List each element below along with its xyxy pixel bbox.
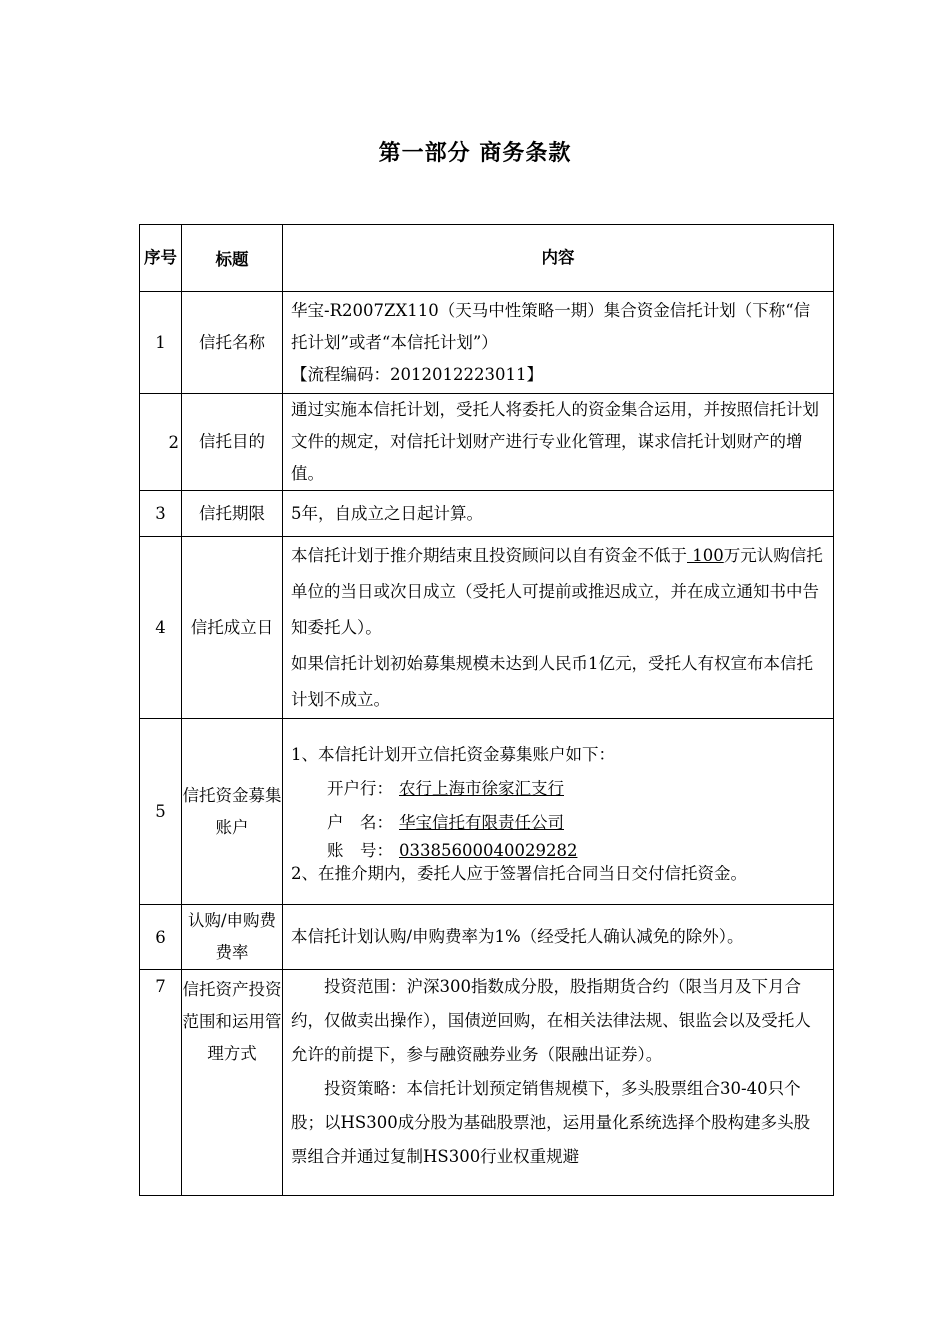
account-bank-line xyxy=(291,772,825,806)
header-content: 内容 xyxy=(283,225,834,292)
content-line: 华宝-R2007ZX110（天马中性策略一期）集合资金信托计划（下称“信托计划”或者“本信托计划”） xyxy=(291,300,811,352)
row-content xyxy=(283,292,834,394)
row-heading: 信托资产投资范围和运用管理方式 xyxy=(182,970,283,1196)
table-row xyxy=(140,719,834,905)
account-name-label: 户 名： xyxy=(327,812,393,832)
account-number-value: 03385600040029282 xyxy=(399,840,578,860)
header-no: 序号 xyxy=(140,225,182,292)
content-line: 本信托计划认购/申购费率为1%（经受托人确认减免的除外）。 xyxy=(291,927,744,946)
content-line: 1、本信托计划开立信托资金募集账户如下： xyxy=(291,744,615,764)
table-row xyxy=(140,394,834,491)
content-line: 【流程编码：2012012223011】 xyxy=(291,364,543,384)
row-heading: 认购/申购费费率 xyxy=(182,905,283,970)
header-heading: 标题 xyxy=(182,225,283,292)
table-header-row xyxy=(140,225,834,292)
row-content xyxy=(283,905,834,970)
row-content xyxy=(283,970,834,1196)
account-name-line xyxy=(291,806,825,840)
row-heading: 信托名称 xyxy=(182,292,283,394)
row-content xyxy=(283,491,834,537)
content-line: 2、在推介期内，委托人应于签署信托合同当日交付信托资金。 xyxy=(291,863,747,883)
section-title: 第一部分 商务条款 xyxy=(378,141,572,166)
table-row xyxy=(140,537,834,719)
content-line: 通过实施本信托计划，受托人将委托人的资金集合运用，并按照信托计划文件的规定，对信托计划财产进行专业化管理，谋求信托计划财产的增值。 xyxy=(291,400,819,483)
row-number: 6 xyxy=(140,905,182,970)
account-name-value: 华宝信托有限责任公司 xyxy=(399,812,564,832)
content-line: 5年，自成立之日起计算。 xyxy=(291,503,483,523)
row-number: 7 xyxy=(140,970,182,1196)
row-heading: 信托目的 xyxy=(182,394,283,491)
row-heading: 信托期限 xyxy=(182,491,283,537)
content-text: 本信托计划于推介期结束且投资顾问以自有资金不低于 xyxy=(291,545,687,565)
content-paragraph: 投资范围：沪深300指数成分股，股指期货合约（限当月及下月合约，仅做卖出操作），国债逆回购，在相关法律法规、银监会以及受托人允许的前提下，参与融资融券业务（限融出证券）。 xyxy=(291,977,811,1064)
row-number: 5 xyxy=(140,719,182,905)
account-number-line xyxy=(291,840,825,862)
table-row xyxy=(140,491,834,537)
row-content xyxy=(283,719,834,905)
content-paragraph: 投资策略：本信托计划预定销售规模下，多头股票组合30-40只个股；以HS300成分股为基础股票池，运用量化系统选择个股构建多头股票组合并通过复制HS300行业权重规避 xyxy=(291,1079,811,1166)
account-bank-value: 农行上海市徐家汇支行 xyxy=(399,778,564,798)
account-bank-label: 开户行： xyxy=(327,778,393,798)
table-row xyxy=(140,905,834,970)
row-number: 4 xyxy=(140,537,182,719)
row-number: 2 xyxy=(140,394,182,491)
minimum-amount: 100 xyxy=(687,545,724,565)
row-heading: 信托资金募集账户 xyxy=(182,719,283,905)
row-heading: 信托成立日 xyxy=(182,537,283,719)
table-row xyxy=(140,292,834,394)
content-paragraph: 如果信托计划初始募集规模未达到人民币1亿元，受托人有权宣布本信托计划不成立。 xyxy=(291,653,813,709)
account-number-label: 账 号： xyxy=(327,840,393,860)
content-paragraph xyxy=(291,538,825,646)
table-row xyxy=(140,970,834,1196)
row-content xyxy=(283,537,834,719)
row-number: 3 xyxy=(140,491,182,537)
content-text: 万元认购信托单位的当日或次日成立（受托人可提前或推迟成立，并在成立通知书中告知委托人）。 xyxy=(291,545,823,637)
business-terms-table xyxy=(139,224,834,1196)
row-number: 1 xyxy=(140,292,182,394)
row-content xyxy=(283,394,834,491)
